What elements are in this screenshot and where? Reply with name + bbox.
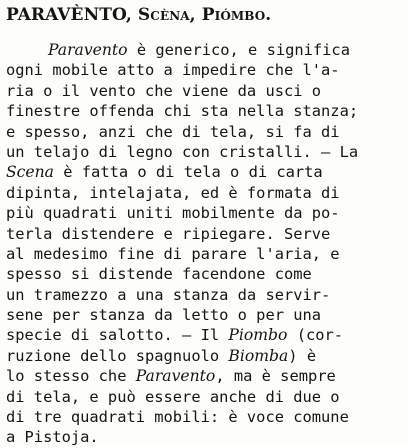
entry-line xyxy=(6,203,404,223)
entry-line xyxy=(6,346,404,366)
text-run: di tre quadrati mobili: è voce comune xyxy=(6,408,349,427)
italic-term: Piombo xyxy=(228,326,288,345)
text-run: è generico, e significa xyxy=(127,41,350,59)
entry-line xyxy=(6,285,404,305)
text-run: terla distendere e ripiegare. Serve xyxy=(6,224,331,243)
text-run: spesso si distende facendone come xyxy=(6,265,312,284)
entry-line xyxy=(6,183,404,203)
heading-term-paravento: PARAVÈNTO, xyxy=(6,5,132,25)
entry-line xyxy=(6,366,404,386)
entry-line xyxy=(6,162,404,182)
entry-line xyxy=(6,101,404,121)
entry-line xyxy=(6,305,404,325)
heading-term-piombo: Piómbo. xyxy=(201,5,272,25)
text-run: lo stesso che xyxy=(6,367,136,386)
entry-line xyxy=(6,60,404,80)
text-run: specie di salotto. — Il xyxy=(6,326,229,345)
entry-line xyxy=(6,407,404,427)
text-run: a Pistoja. xyxy=(6,428,99,447)
text-run: (cor- xyxy=(287,326,344,345)
entry-line xyxy=(6,122,404,142)
italic-term: Paravento xyxy=(135,367,216,386)
entry-line xyxy=(6,427,404,447)
italic-term: Biomba xyxy=(228,346,289,365)
entry-line xyxy=(6,244,404,264)
text-run: di tela, e può essere anche di due o xyxy=(6,387,340,406)
entry-line xyxy=(6,264,404,284)
entry-line xyxy=(6,224,404,244)
text-run: è fatta o di tela o di carta xyxy=(53,163,323,182)
entry-line xyxy=(6,40,404,60)
text-run: al medesimo fine di parare l'aria, e xyxy=(6,244,340,263)
text-run: e spesso, anzi che di tela, si fa di xyxy=(6,122,340,141)
heading-term-scena: Scèna, xyxy=(137,5,196,25)
entry-heading xyxy=(6,5,271,25)
text-run: più quadrati uniti mobilmente da po- xyxy=(6,204,340,223)
text-run: sene per stanza da letto o per una xyxy=(6,306,322,325)
text-run: un telajo di legno con cristalli. — La xyxy=(6,142,359,161)
text-run: ria o il vento che viene da usci o xyxy=(6,81,322,100)
entry-body xyxy=(6,40,404,448)
entry-line xyxy=(6,387,404,407)
entry-line xyxy=(6,142,404,162)
text-run: dipinta, intelajata, ed è formata di xyxy=(6,183,340,202)
entry-line xyxy=(6,81,404,101)
text-run: ruzione dello spagnuolo xyxy=(6,346,229,365)
text-run: , ma è sempre xyxy=(215,367,336,386)
text-run: un tramezzo a una stanza da servir- xyxy=(6,285,331,304)
text-run: ) è xyxy=(288,346,317,365)
entry-line xyxy=(6,325,404,345)
text-run: ogni mobile atto a impedire che l'a- xyxy=(6,61,340,80)
italic-term: Scena xyxy=(6,163,54,182)
text-run: finestre offenda chi sta nella stanza; xyxy=(6,102,359,121)
italic-term: Paravento xyxy=(48,41,128,59)
